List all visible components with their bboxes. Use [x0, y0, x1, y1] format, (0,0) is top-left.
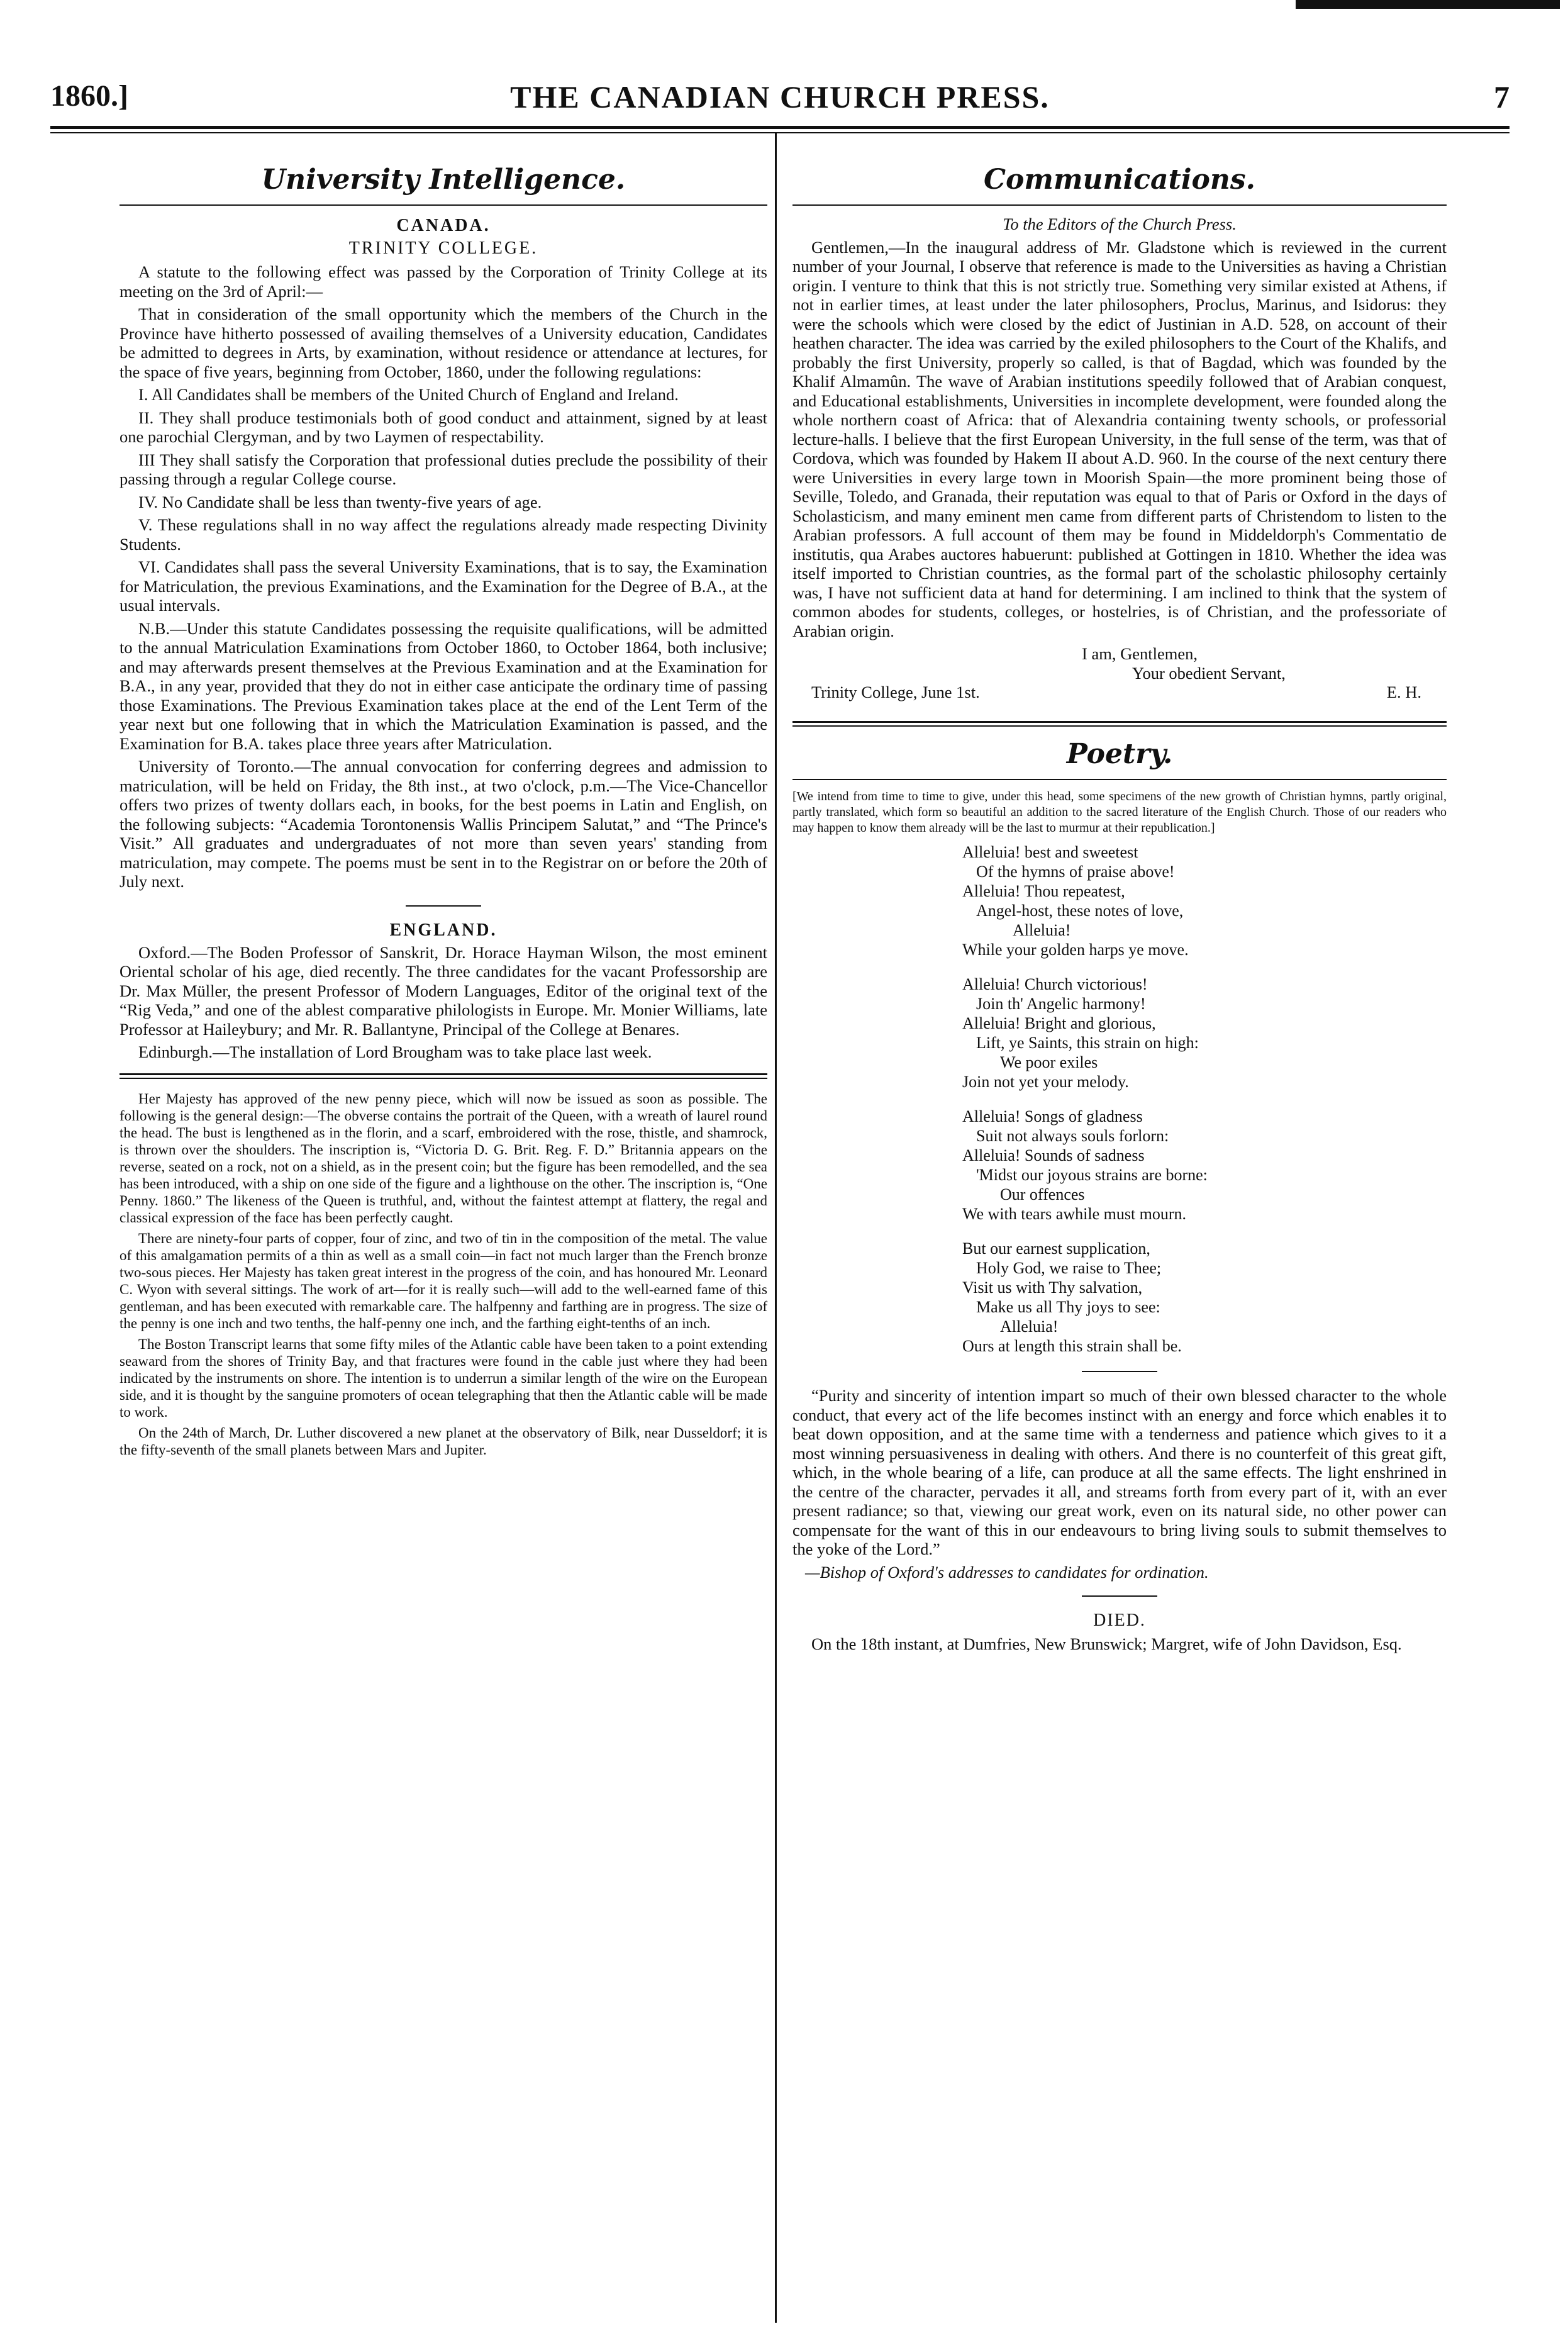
- atlantic-cable-article: The Boston Transcript learns that some fifty miles of the Atlantic cable have been taken to a point extending seaward from the shores of Trinity Bay, and that fractures were found in the cable just where they had been indicated by the instruments on shore. The intention is to underrun a similar length of the wire on the European side, and it is thought by the sanguine promoters of ocean telegraphing that then the Atlantic cable will be made to work.: [120, 1336, 767, 1420]
- page-header: [50, 79, 1510, 123]
- hymn-line: Join not yet your melody.: [962, 1073, 1129, 1091]
- oxford-news: Oxford.—The Boden Professor of Sanskrit, Dr. Horace Hayman Wilson, the most eminent Oriental scholar of his age, died recently. The three candidates for the vacant Professorship are Dr. Max Müller, the present Professor of Modern Languages, Editor of the original text of the “Rig Veda,” and one of the ablest comparative philologists in Europe. Mr. Monier Williams, late Professor at Haileybury; and Mr. R. Ballantyne, Principal of the College at Benares.: [120, 942, 767, 1039]
- statute-preamble: That in consideration of the small opportunity which the members of the Church in the Province have hitherto possessed of availing themselves of a University education, Candidates be admitted to degrees in Arts, by examination, without residence or attendance at lectures, for the space of five years, beginning from October, 1860, under the following regulations:: [120, 304, 767, 381]
- penny-piece-article: Her Majesty has approved of the new penny piece, which will now be issued as soon as possible. The following is the general design:—The obverse contains the portrait of the Queen, with a wreath of laurel round the head. The bust is lengthened as in the florin, and a scarf, embroidered with the rose, thistle, and shamrock, is thrown over the shoulders. The inscription is, “Victoria D. G. Brit. Reg. F. D.” Britannia appears on the reverse, seated on a rock, not on a shield, as in the present coin; but the figure has been remodelled, and the sea has been introduced, with a ship on one side of the figure and a lighthouse on the other. The inscription is, “One Penny. 1860.” The likeness of the Queen is truthful, and, without the faintest attempt at flattery, the regal and classical expression of the face has been perfectly caught.: [120, 1090, 767, 1226]
- heading-trinity-college: TRINITY COLLEGE.: [348, 238, 538, 258]
- new-planet-article: On the 24th of March, Dr. Luther discovered a new planet at the observatory of Bilk, near Dusseldorf; it is the fifty-seventh of the small planets between Mars and Jupiter.: [120, 1424, 767, 1458]
- hymn-alleluia: [962, 842, 1447, 1356]
- header-year: 1860.]: [50, 79, 128, 113]
- hymn-line: Angel-host, these notes of love,: [976, 902, 1184, 920]
- edinburgh-news: Edinburgh.—The installation of Lord Brougham was to take place last week.: [138, 1042, 652, 1061]
- hymn-line: Alleluia! best and sweetest: [962, 843, 1138, 861]
- hymn-line: Alleluia! Bright and glorious,: [962, 1014, 1156, 1032]
- nota-bene: N.B.—Under this statute Candidates possessing the requisite qualifications, will be admitted to the annual Matriculation Examinations from October 1860, to October 1864, both inclusive; and may afterwards present themselves at the Previous Examination and at the Examination for B.A., in any year, provided that they do not in either case anticipate the ordinary time of passing those Examinations. The Previous Examination takes place at the end of the Lent Term of the year next but one following that in which the Matriculation Examination is passed, and the Examination for B.A. takes place three years after Matriculation.: [120, 618, 767, 753]
- hymn-stanza: [962, 842, 1447, 959]
- regulation-6: VI. Candidates shall pass the several University Examinations, that is to say, the Examination for Matriculation, the previous Examinations, and the Examination for the Degree of B.A., at the usual intervals.: [120, 557, 767, 615]
- heading-died: DIED.: [1093, 1611, 1146, 1630]
- divider-short: [1082, 1371, 1157, 1372]
- header-title: THE CANADIAN CHURCH PRESS.: [510, 79, 1050, 115]
- regulation-3: III They shall satisfy the Corporation that professional duties preclude the possibility of their passing through a regular College course.: [120, 450, 767, 488]
- regulation-1: I. All Candidates shall be members of the United Church of England and Ireland.: [138, 385, 679, 404]
- hymn-line: Alleluia!: [1013, 921, 1071, 939]
- letter-signature-row: [792, 683, 1447, 702]
- hymn-line: Make us all Thy joys to see:: [976, 1298, 1160, 1316]
- hymn-line: Alleluia! Sounds of sadness: [962, 1146, 1145, 1165]
- heading-england: ENGLAND.: [389, 920, 498, 940]
- hymn-line: Visit us with Thy salvation,: [962, 1278, 1143, 1297]
- coin-composition-article: There are ninety-four parts of copper, four of zinc, and two of tin in the composition of the metal. The value of this amalgamation permits of a thin as well as a small coin—in fact not much larger than the French bronze two-sous pieces. Her Majesty has taken great interest in the progress of the coin, and has honoured Mr. Leonard C. Wyon with several sittings. The work of art—for it is really such—will add to the well-earned fame of this gentleman, and has been executed with remarkable care. The halfpenny and farthing are in progress. The size of the penny is one inch and two tenths, the half-penny one inch, and the farthing eight-tenths of an inch.: [120, 1230, 767, 1331]
- regulation-2: II. They shall produce testimonials both of good conduct and attainment, signed by at least one parochial Clergyman, and by two Laymen of respectability.: [120, 408, 767, 446]
- divider-short: [1082, 1595, 1157, 1597]
- hymn-line: Suit not always souls forlorn:: [976, 1127, 1169, 1145]
- header-page-number: 7: [1494, 79, 1510, 115]
- hymn-line: But our earnest supplication,: [962, 1239, 1150, 1258]
- section-title-university: University Intelligence.: [261, 164, 626, 196]
- university-of-toronto: University of Toronto.—The annual convocation for conferring degrees and admission to matriculation, will be held on Friday, the 8th inst., at two o'clock, p.m.—The Vice-Chancellor offers two prizes of twenty dollars each, in books, for the best poems in Latin and English, on the following subjects: “Academia Torontonensis Wallis Principem Salutat,” and “The Prince's Visit.” All graduates and undergraduates of not more than seven years' standing from matriculation, may compete. The poems must be sent in to the Registrar on or before the 20th of July next.: [120, 757, 767, 891]
- hymn-stanza: [962, 975, 1447, 1092]
- hymn-line: Of the hymns of praise above!: [976, 863, 1175, 881]
- hymn-line: We poor exiles: [1000, 1053, 1098, 1071]
- regulation-4: IV. No Candidate shall be less than twenty-five years of age.: [138, 492, 542, 511]
- letter-initials: E. H.: [1386, 683, 1421, 701]
- hymn-line: 'Midst our joyous strains are borne:: [976, 1166, 1208, 1184]
- hymn-line: Alleluia! Songs of gladness: [962, 1107, 1143, 1126]
- regulation-5: V. These regulations shall in no way affect the regulations already made respecting Divinity Students.: [120, 515, 767, 554]
- divider-double: [120, 1073, 767, 1079]
- letter-addressee: To the Editors of the Church Press.: [1003, 215, 1237, 233]
- section-title-poetry: Poetry.: [1066, 738, 1173, 770]
- divider: [120, 204, 767, 206]
- letter-body: Gentlemen,—In the inaugural address of Mr. Gladstone which is reviewed in the current number of your Journal, I observe that reference is made to the Universities as having a Christian origin. I venture to think that this is not strictly true. Something very similar existed at Athens, if not in earlier times, at least under the later philosophers, Proclus, Marinus, and Isidorus: they were the schools which were closed by the edict of Justinian in A.D. 528, on account of their heathen character. The idea was carried by the exiled philosophers to the Court of the Khalifs, and probably the first University, properly so called, is that of Bagdad, which was founded by the Khalif Almamûn. The wave of Arabian institutions speedily followed that of Arabian conquest, and Educational establishments, Universities in incomplete development, were founded along the whole northern coast of Africa: that of Alexandria containing twenty schools, or professorial lecture-halls. I believe that the first European University, in the full sense of the term, was that of Cordova, which was founded by Hakem II about A.D. 960. In the course of the next century there were Universities in every large town in Moorish Spain—the more prominent being those of Seville, Toledo, and Granada, their reputation was equal to that of Paris or Oxford in the days of Scholasticism, and many eminent men came from different parts of Christendom to listen to the Arabian professors. A full account of them may be found in Middeldorph's Commentatio de institutis, qua Arabes auctores habuerunt: published at Gottingen in 1810. Whether the idea was itself imported to Christian countries, as the formal part of the scholastic philosophy certainly was, I have not sufficient data at hand for determining. I am inclined to think that the system of common abodes for students, colleges, or hostelries, is of Christian, and the professoriate of Arabian origin.: [792, 237, 1447, 640]
- header-rule-thin: [50, 132, 1510, 133]
- right-column: [792, 145, 1447, 1658]
- statute-intro: A statute to the following effect was passed by the Corporation of Trinity College at its meeting on the 3rd of April:—: [120, 262, 767, 301]
- left-column: [120, 145, 767, 1462]
- letter-closing-1: I am, Gentlemen,: [1082, 644, 1198, 663]
- death-notice: On the 18th instant, at Dumfries, New Brunswick; Margret, wife of John Davidson, Esq.: [811, 1634, 1402, 1653]
- poetry-editorial-note: [We intend from time to time to give, under this head, some specimens of the new growth of Christian hymns, partly original, partly translated, which form so beautiful an addition to the sacred literature of the English Church. Those of our readers who may happen to know them already will be the last to murmur at their republication.]: [792, 790, 1447, 835]
- divider-short: [406, 905, 481, 907]
- hymn-line: While your golden harps ye move.: [962, 941, 1189, 959]
- header-rule: [50, 126, 1510, 129]
- divider: [792, 779, 1447, 780]
- section-title-communications: Communications.: [984, 164, 1255, 196]
- hymn-line: Alleluia! Thou repeatest,: [962, 882, 1125, 900]
- hymn-stanza: [962, 1239, 1447, 1356]
- hymn-line: Holy God, we raise to Thee;: [976, 1259, 1162, 1277]
- divider: [792, 204, 1447, 206]
- letter-closing-2: Your obedient Servant,: [1132, 663, 1286, 683]
- top-border-bar: [1296, 0, 1560, 9]
- quote-attribution: —Bishop of Oxford's addresses to candidates for ordination.: [805, 1562, 1209, 1582]
- heading-canada: CANADA.: [396, 216, 491, 235]
- hymn-line: Lift, ye Saints, this strain on high:: [976, 1034, 1199, 1052]
- hymn-line: Our offences: [1000, 1185, 1085, 1204]
- purity-quote: “Purity and sincerity of intention impart so much of their own blessed character to the whole conduct, that every act of the life becomes instinct with an energy and force which enables it to beat down opposition, and at the same time with a tenderness and patience which gives to it a most winning persuasiveness in dealing with others. And there is no counterfeit of this great gift, which, in the whole bearing of a life, can produce at all the same effects. The light enshrined in the centre of the character, pervades it all, and streams forth from every part of it, with an ever present radiance; so that, viewing our great work, even on its natural side, no other power can compensate for the want of this in our endeavours to bring living souls to submit themselves to the yoke of the Lord.”: [792, 1386, 1447, 1558]
- hymn-line: Ours at length this strain shall be.: [962, 1337, 1182, 1355]
- hymn-line: Alleluia!: [1000, 1317, 1059, 1336]
- column-separator: [775, 133, 777, 2323]
- divider-double: [792, 721, 1447, 727]
- hymn-stanza: [962, 1107, 1447, 1224]
- hymn-line: Join th' Angelic harmony!: [976, 995, 1146, 1013]
- hymn-line: We with tears awhile must mourn.: [962, 1205, 1187, 1223]
- letter-place-date: Trinity College, June 1st.: [811, 683, 980, 701]
- hymn-line: Alleluia! Church victorious!: [962, 975, 1148, 993]
